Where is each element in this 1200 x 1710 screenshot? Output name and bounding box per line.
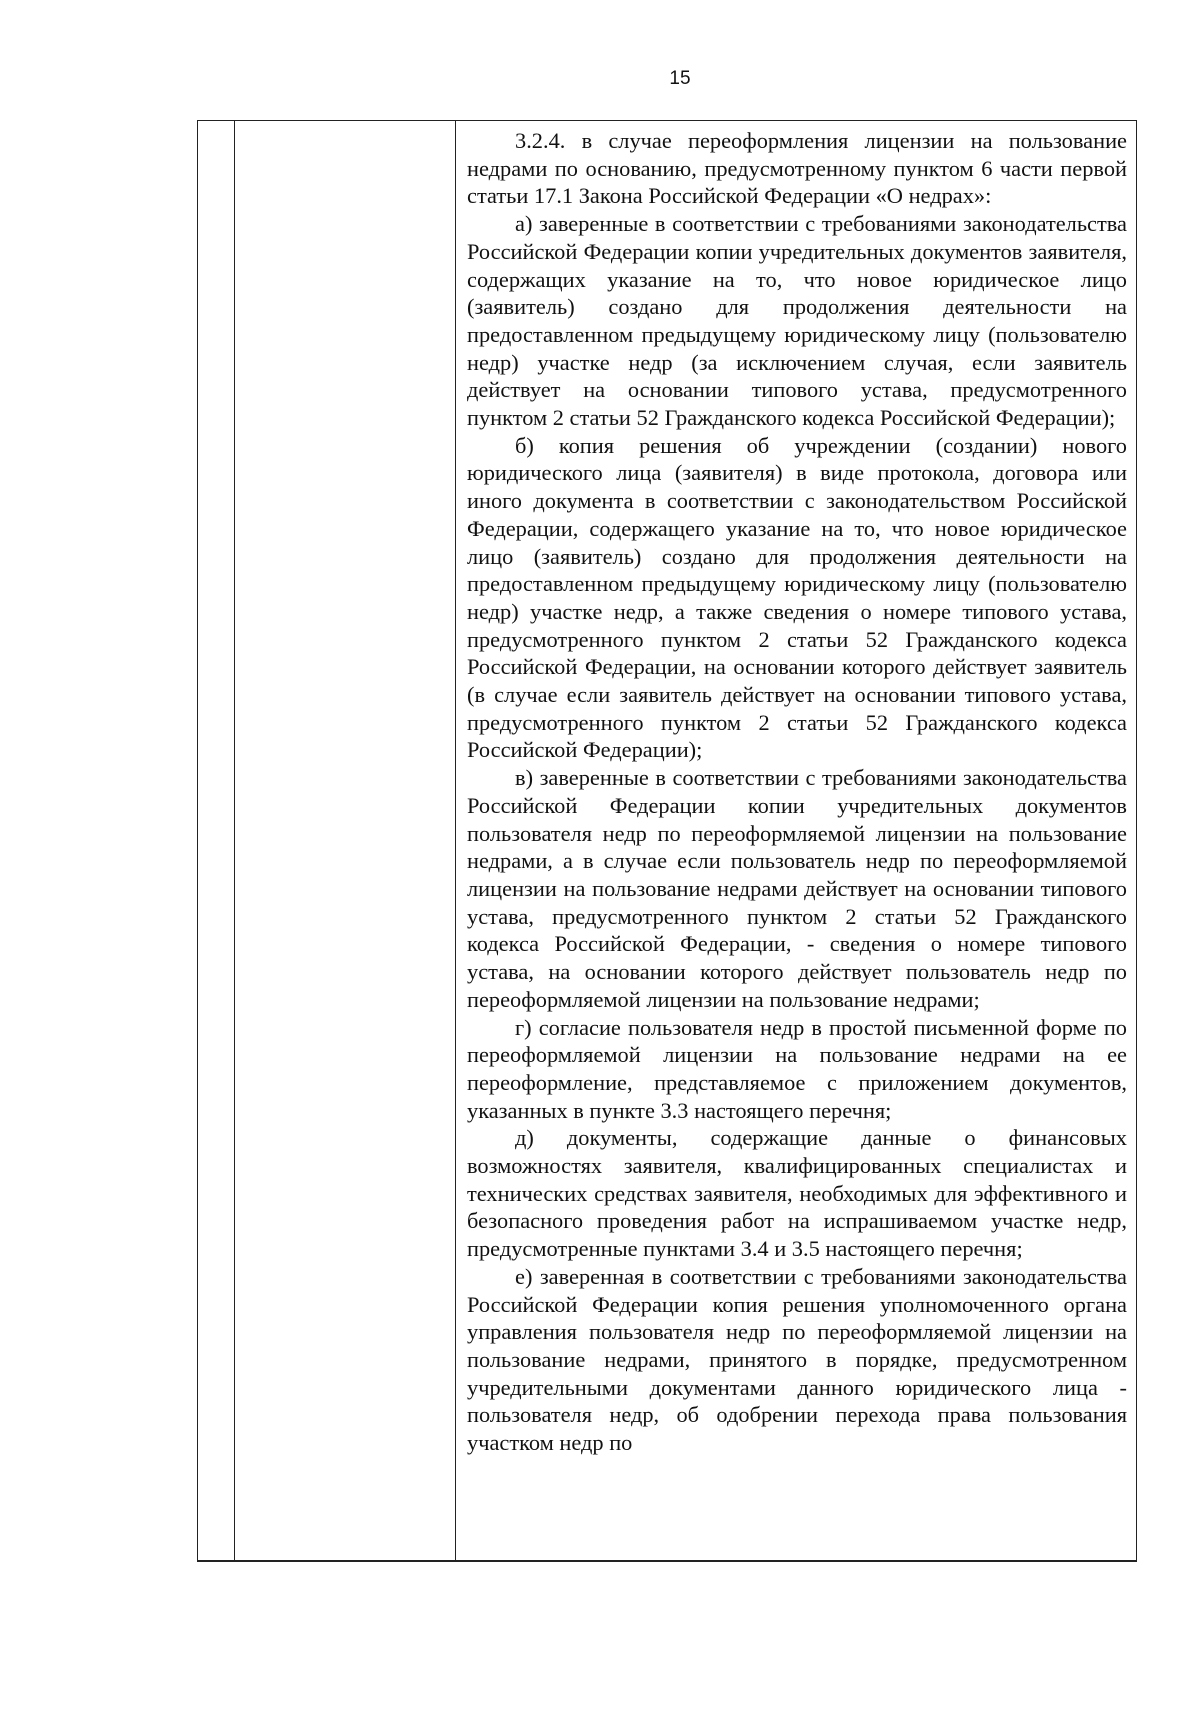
paragraph-e: е) заверенная в соответствии с требованиями законодательства Российской Федерации копия решения уполномоченного органа управления пользователя недр по переоформляемой лицензии на пользование недрами, принятого в порядке, предусмотренном учредительными документами данного юридического лица - пользователя недр, об одобрении перехода права пользования участком недр по xyxy=(467,1263,1127,1456)
paragraph-v: в) заверенные в соответствии с требованиями законодательства Российской Федерации копии учредительных документов пользователя недр по переоформляемой лицензии на пользование недрами, а в случае если пользователь недр по переоформляемой лицензии на пользование недрами действует на основании типового устава, предусмотренного пунктом 2 статьи 52 Гражданского кодекса Российской Федерации, - сведения о номере типового устава, на основании которого действует пользователь недр по переоформляемой лицензии на пользование недрами; xyxy=(467,765,1127,1012)
paragraph-d: д) документы, содержащие данные о финансовых возможностях заявителя, квалифицированных специалистах и технических средствах заявителя, необходимых для эффективного и безопасного проведения работ на испрашиваемом участке недр, предусмотренные пунктами 3.4 и 3.5 настоящего перечня; xyxy=(467,1125,1127,1262)
column-divider xyxy=(455,120,456,1562)
paragraph-a: а) заверенные в соответствии с требованиями законодательства Российской Федерации копии учредительных документов заявителя, содержащих указание на то, что новое юридическое лицо (заявитель) создано для продолжения деятельности на предоставленном предыдущему юридическому лицу (пользователю недр) участке недр (за исключением случая, если заявитель действует на основании типового устава, предусмотренного пунктом 2 статьи 52 Гражданского кодекса Российской Федерации); xyxy=(467,211,1127,431)
paragraph-g: г) согласие пользователя недр в простой письменной форме по переоформляемой лицензии на пользование недрами на ее переоформление, представляемое с приложением документов, указанных в пункте 3.3 настоящего перечня; xyxy=(467,1014,1127,1123)
document-text-column xyxy=(467,127,1127,1457)
paragraph-b: б) копия решения об учреждении (создании) нового юридического лица (заявителя) в виде протокола, договора или иного документа в соответствии с законодательством Российской Федерации, содержащего указание на то, что новое юридическое лицо (заявитель) создано для продолжения деятельности на предоставленном предыдущему юридическому лицу (пользователю недр) участке недр, а также сведения о номере типового устава, предусмотренного пунктом 2 статьи 52 Гражданского кодекса Российской Федерации, на основании которого действует заявитель (в случае если заявитель действует на основании типового устава, предусмотренного пунктом 2 статьи 52 Гражданского кодекса Российской Федерации); xyxy=(467,432,1127,763)
page-number: 15 xyxy=(669,68,691,89)
column-divider xyxy=(234,120,235,1562)
paragraph-3-2-4: 3.2.4. в случае переоформления лицензии на пользование недрами по основанию, предусмотренному пунктом 6 части первой статьи 17.1 Закона Российской Федерации «О недрах»: xyxy=(467,128,1127,209)
